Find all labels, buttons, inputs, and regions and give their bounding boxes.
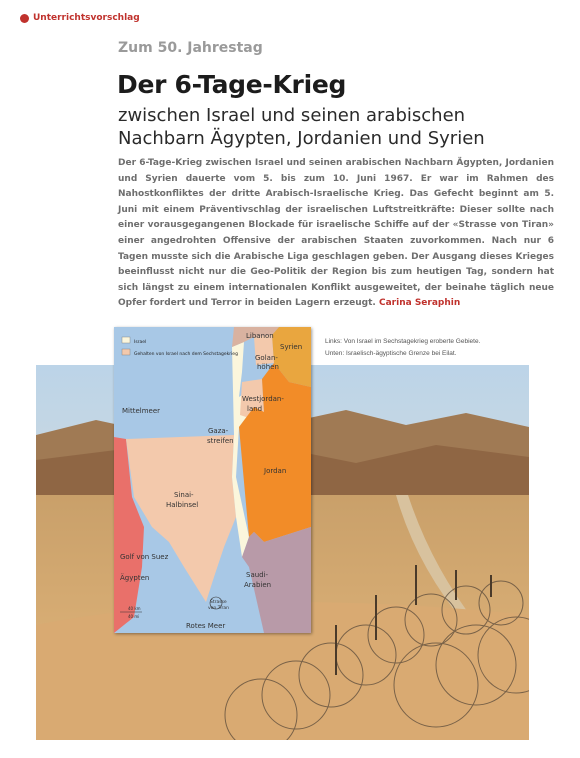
legend-israel: Israel bbox=[134, 340, 147, 345]
label-saudi: Saudi- bbox=[246, 571, 269, 579]
section-tag bbox=[20, 13, 140, 23]
lead-paragraph bbox=[118, 156, 554, 312]
label-golan-2: höhen bbox=[257, 363, 279, 371]
label-rotes-meer: Rotes Meer bbox=[186, 622, 226, 630]
label-jordan: Jordan bbox=[264, 467, 287, 475]
legend-israel-swatch bbox=[122, 337, 130, 343]
label-golf-von-suez: Golf von Suez bbox=[120, 553, 169, 561]
label-westjordan-2: land bbox=[247, 405, 263, 413]
image-caption bbox=[325, 336, 525, 360]
six-day-war-map bbox=[114, 327, 311, 633]
lead-text: Der 6-Tage-Krieg zwischen Israel und seinen arabischen Nachbarn Ägypten, Jordanien und Syrien dauerte vom 5. bis zum 10. Juni 1967. Er war im Rahmen des Nahostkonfliktes der dritte Arabisch-Israelische Krieg. Das Gefecht beginnt am 5. Juni mit einem Präventivschlag der israelischen Luftstreitkräfte: Dieser sollte nach einer vorausgegangenen Blockade für israelische Schiffe auf der «Strasse von Tiran» einer angedrohten Offensive der arabischen Staaten zuvorkommen. Nach nur 6 Tagen musste sich die Arabische Liga geschlagen geben. Der Ausgang dieses Krieges beeinflusst nicht nur die Geo-Politik der Region bis zum heutigen Tag, sondern hat sich längst zu einem internationalen Konflikt ausgeweitet, der beinahe täglich neue Opfer fordert und Terror in beiden Lagern erzeugt. bbox=[118, 158, 554, 309]
label-gaza-2: streifen bbox=[207, 437, 234, 445]
label-sinai-2: Halbinsel bbox=[166, 501, 199, 509]
label-syrien: Syrien bbox=[280, 343, 303, 351]
subtitle-line-2: Nachbarn Ägypten, Jordanien und Syrien bbox=[118, 128, 485, 149]
scale-km: 40 km bbox=[128, 606, 141, 611]
label-westjordan: Westjordan- bbox=[242, 395, 284, 403]
label-libanon: Libanon bbox=[246, 332, 274, 340]
map-svg bbox=[114, 327, 311, 633]
caption-line-2: Unten: Israelisch-ägyptische Grenze bei Eilat. bbox=[325, 350, 457, 357]
label-saudi-2: Arabien bbox=[244, 581, 272, 589]
label-gaza: Gaza- bbox=[208, 427, 229, 435]
section-label: Unterrichtsvorschlag bbox=[33, 13, 140, 23]
subtitle-line-1: zwischen Israel und seinen arabischen bbox=[118, 105, 466, 126]
section-bullet-icon bbox=[20, 14, 29, 23]
kicker: Zum 50. Jahrestag bbox=[118, 40, 263, 56]
legend-occupied: Gehalten von Israel nach dem Sechstagekrieg bbox=[134, 352, 238, 357]
legend-occupied-swatch bbox=[122, 349, 130, 355]
label-strasse: Strasse bbox=[210, 600, 227, 605]
label-sinai: Sinai- bbox=[174, 491, 194, 499]
label-mittelmeer: Mittelmeer bbox=[122, 407, 161, 415]
label-aegypten: Ägypten bbox=[120, 574, 150, 582]
page-title: Der 6-Tage-Krieg bbox=[117, 70, 347, 99]
label-strasse-2: von Tiran bbox=[208, 606, 230, 611]
author-name: Carina Seraphin bbox=[379, 298, 461, 309]
subtitle bbox=[118, 104, 558, 150]
scale-mi: 40 mi bbox=[128, 614, 140, 619]
caption-line-1: Links: Von Israel im Sechstagekrieg eroberte Gebiete. bbox=[325, 338, 481, 345]
label-golan: Golan- bbox=[255, 354, 278, 362]
